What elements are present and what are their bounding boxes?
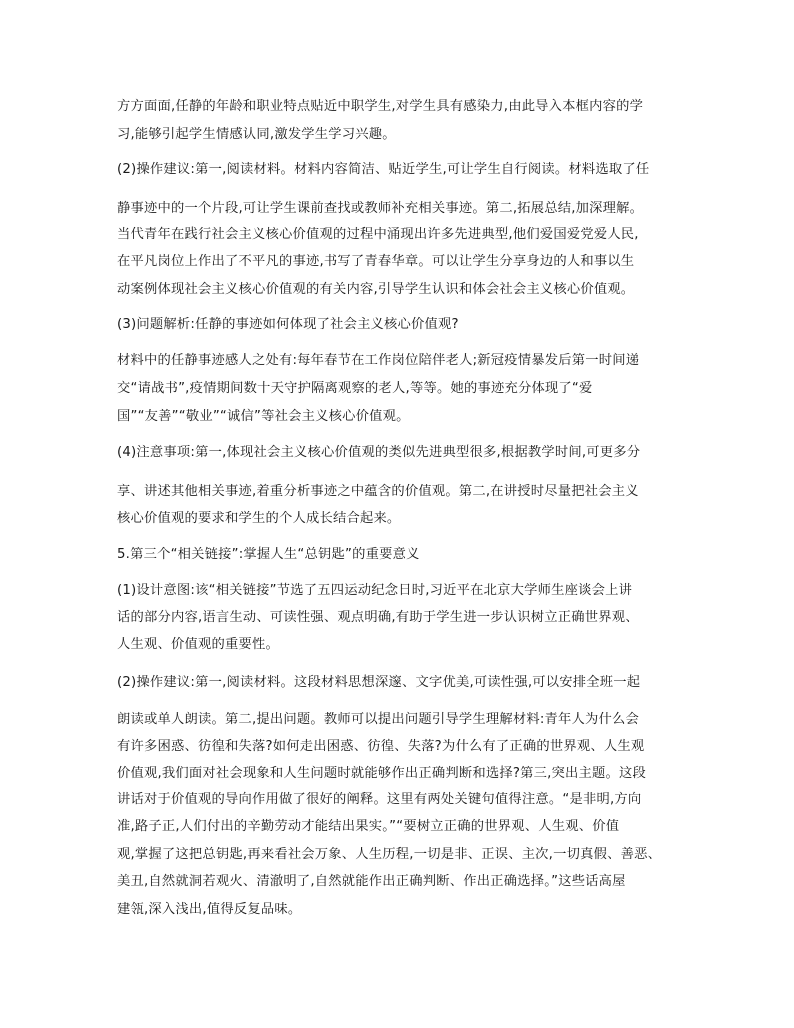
paragraph-line: (2)操作建议:第一,阅读材料。这段材料思想深邃、文字优美,可读性强,可以安排全班一起 [117, 675, 641, 690]
paragraph-line: 建瓴,深入浅出,值得反复品味。 [117, 902, 302, 917]
paragraph-line: 准,路子正,人们付出的辛勤劳动才能结出果实。”“要树立正确的世界观、人生观、价值 [117, 819, 620, 834]
paragraph-line: 观,掌握了这把总钥匙,再来看社会万象、人生历程,一切是非、正误、主次,一切真假、善恶、 [117, 847, 662, 862]
paragraph-line: 交“请战书”,疫情期间数十天守护隔离观察的老人,等等。她的事迹充分体现了“爱 [117, 381, 593, 396]
paragraph-line: 讲话对于价值观的导向作用做了很好的阐释。这里有两处关键句值得注意。“是非明,方向 [117, 792, 642, 807]
paragraph-line: (4)注意事项:第一,体现社会主义核心价值观的类似先进典型很多,根据教学时间,可更多分 [117, 445, 641, 460]
paragraph-line: 朗读或单人朗读。第二,提出问题。教师可以提出问题引导学生理解材料:青年人为什么会 [117, 712, 639, 727]
paragraph-line: (3)问题解析:任静的事迹如何体现了社会主义核心价值观? [117, 317, 459, 332]
paragraph-line: 核心价值观的要求和学生的个人成长结合起来。 [117, 511, 401, 526]
paragraph-line: 国”“友善”“敬业”“诚信”等社会主义核心价值观。 [117, 409, 410, 424]
paragraph-line: (2)操作建议:第一,阅读材料。材料内容简洁、贴近学生,可让学生自行阅读。材料选取了任 [117, 162, 650, 177]
paragraph-line: 人生观、价值观的重要性。 [117, 637, 279, 652]
paragraph-line: 材料中的任静事迹感人之处有:每年春节在工作岗位陪伴老人;新冠疫情暴发后第一时间递 [117, 353, 640, 368]
section-heading: 5.第三个“相关链接”:掌握人生“总钥匙”的重要意义 [117, 547, 420, 562]
paragraph-line: 当代青年在践行社会主义核心价值观的过程中涌现出许多先进典型,他们爱国爱党爱人民, [117, 227, 639, 242]
paragraph-line: 动案例体现社会主义核心价值观的有关内容,引导学生认识和体会社会主义核心价值观。 [117, 282, 635, 297]
paragraph-line: (1)设计意图:该“相关链接”节选了五四运动纪念日时,习近平在北京大学师生座谈会上讲 [117, 583, 633, 598]
paragraph-line: 在平凡岗位上作出了不平凡的事迹,书写了青春华章。可以让学生分享身边的人和事以生 [117, 254, 635, 269]
paragraph-line: 美丑,自然就洞若观火、清澈明了,自然就能作出正确判断、作出正确选择。”这些话高屋 [117, 874, 626, 889]
paragraph-line: 价值观,我们面对社会现象和人生问题时就能够作出正确判断和选择?第三,突出主题。这段 [117, 766, 646, 781]
paragraph-line: 方方面面,任静的年龄和职业特点贴近中职学生,对学生具有感染力,由此导入本框内容的学 [117, 99, 644, 114]
paragraph-line: 习,能够引起学生情感认同,激发学生学习兴趣。 [117, 127, 396, 142]
paragraph-line: 享、讲述其他相关事迹,着重分析事迹之中蕴含的价值观。第二,在讲授时尽量把社会主义 [117, 484, 639, 499]
paragraph-line: 静事迹中的一个片段,可让学生课前查找或教师补充相关事迹。第二,拓展总结,加深理解。 [117, 201, 644, 216]
paragraph-line: 有许多困惑、彷徨和失落?如何走出困惑、彷徨、失落?为什么有了正确的世界观、人生观 [117, 739, 645, 754]
paragraph-line: 话的部分内容,语言生动、可读性强、观点明确,有助于学生进一步认识树立正确世界观、 [117, 610, 639, 625]
